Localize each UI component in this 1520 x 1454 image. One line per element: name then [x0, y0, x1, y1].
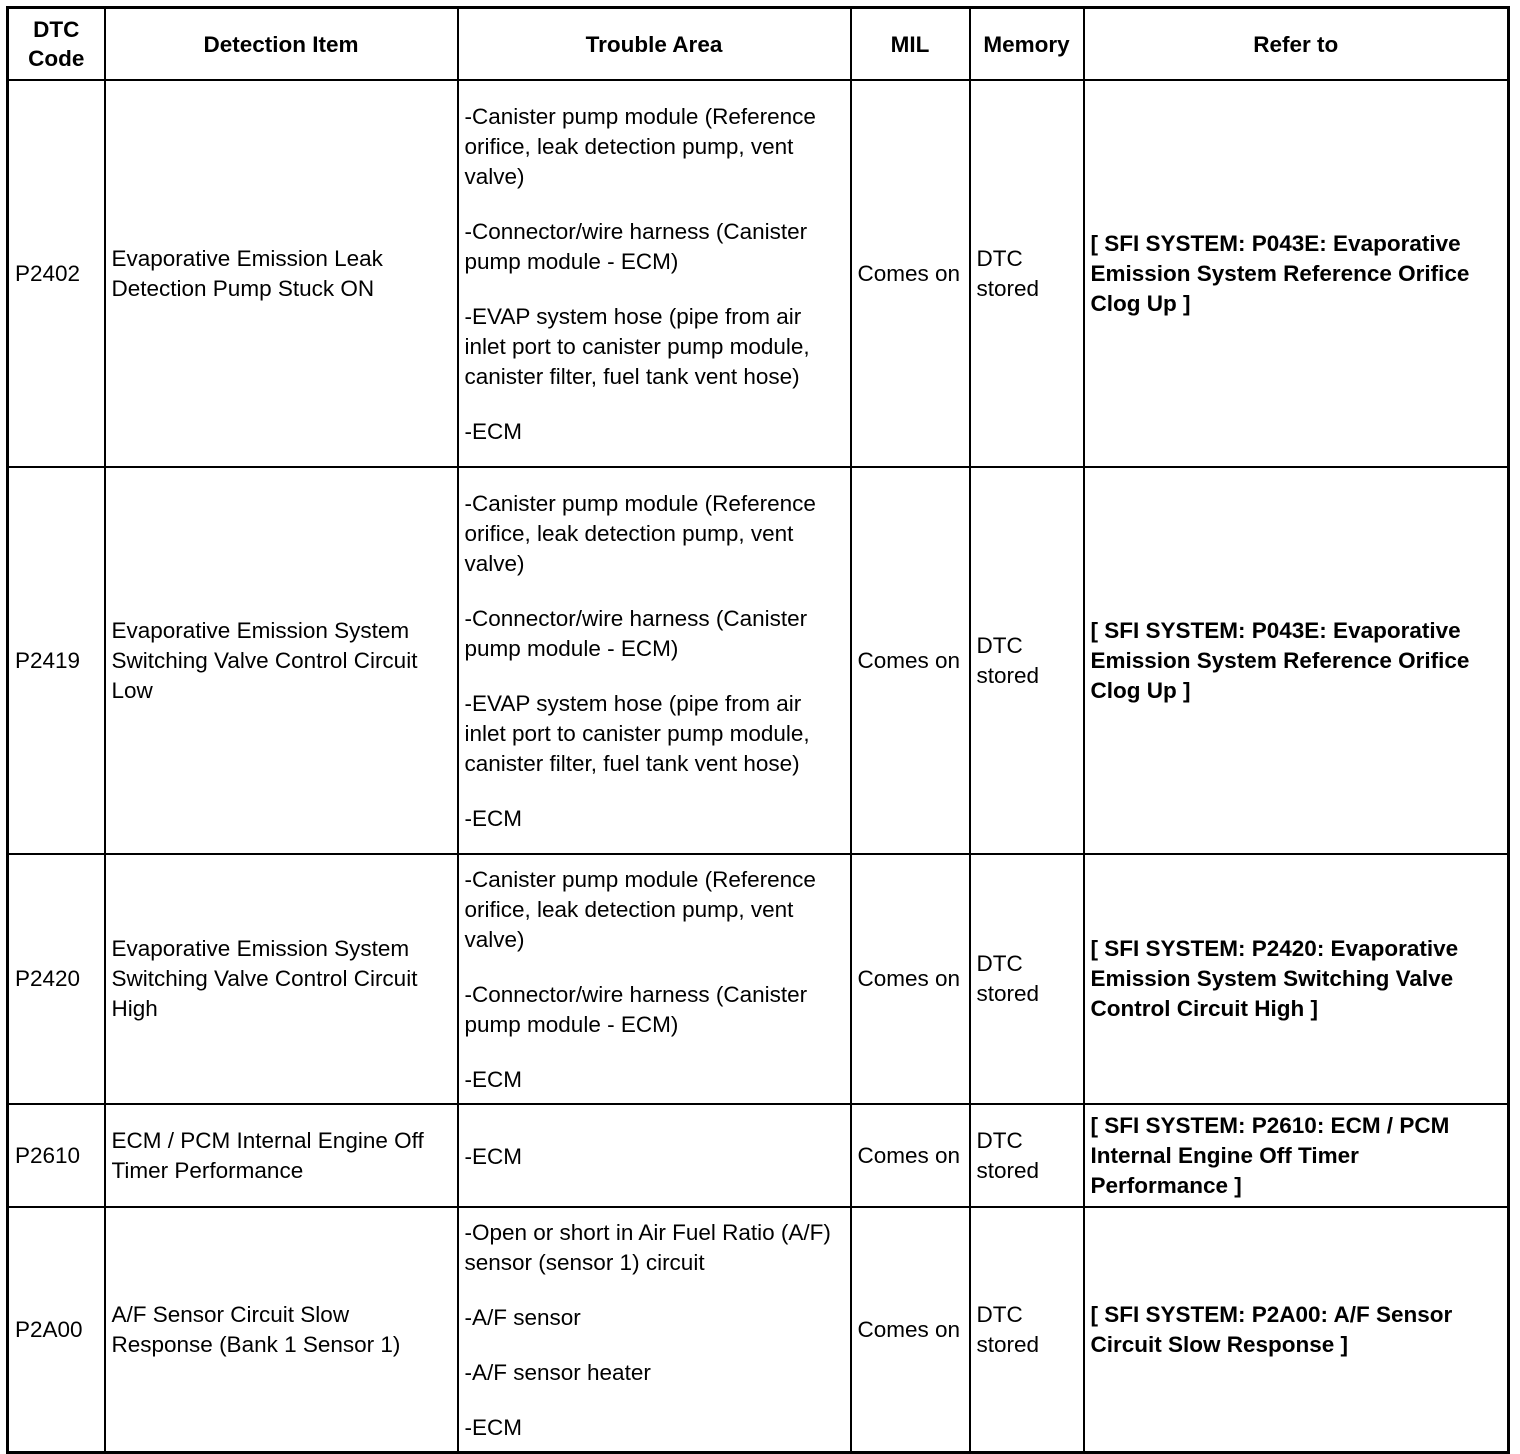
table-row	[8, 854, 1509, 1104]
table-row	[8, 80, 1509, 467]
memory-cell: DTC stored	[970, 854, 1084, 1104]
trouble-area-item: -Canister pump module (Reference orifice, leak detection pump, vent valve)	[464, 867, 816, 952]
trouble-area-item: -ECM	[464, 1143, 522, 1169]
trouble-area-item: -ECM	[464, 1415, 522, 1440]
refer-to-cell: [ SFI SYSTEM: P043E: Evaporative Emission System Reference Orifice Clog Up ]	[1084, 80, 1509, 467]
table-row	[8, 467, 1509, 854]
trouble-area-item: -ECM	[464, 419, 522, 444]
header-dtc-code	[8, 8, 105, 81]
header-refer-to: Refer to	[1084, 8, 1509, 81]
memory-cell: DTC stored	[970, 80, 1084, 467]
dtc-code-cell: P2A00	[8, 1207, 105, 1453]
header-memory: Memory	[970, 8, 1084, 81]
table-row	[8, 1207, 1509, 1453]
trouble-area-cell	[458, 1207, 851, 1453]
trouble-area-item: -Connector/wire harness (Canister pump module - ECM)	[464, 219, 808, 274]
header-dtc-code-line1: DTC	[33, 17, 80, 42]
mil-cell: Comes on	[851, 80, 970, 467]
trouble-area-item: -EVAP system hose (pipe from air inlet port to canister pump module, canister filter, fuel tank vent hose)	[464, 304, 810, 389]
dtc-code-cell: P2419	[8, 467, 105, 854]
trouble-area-cell	[458, 1104, 851, 1207]
refer-to-cell: [ SFI SYSTEM: P2A00: A/F Sensor Circuit Slow Response ]	[1084, 1207, 1509, 1453]
table-row	[8, 1104, 1509, 1207]
detection-item-cell: ECM / PCM Internal Engine Off Timer Performance	[105, 1104, 458, 1207]
trouble-area-cell	[458, 467, 851, 854]
mil-cell: Comes on	[851, 467, 970, 854]
header-dtc-code-line2: Code	[28, 46, 85, 71]
dtc-code-cell: P2420	[8, 854, 105, 1104]
trouble-area-item: -Connector/wire harness (Canister pump module - ECM)	[464, 606, 808, 661]
memory-cell: DTC stored	[970, 1207, 1084, 1453]
detection-item-cell: A/F Sensor Circuit Slow Response (Bank 1 Sensor 1)	[105, 1207, 458, 1453]
refer-to-cell: [ SFI SYSTEM: P2610: ECM / PCM Internal Engine Off Timer Performance ]	[1084, 1104, 1509, 1207]
header-row	[8, 8, 1509, 81]
trouble-area-item: -Connector/wire harness (Canister pump module - ECM)	[464, 982, 808, 1037]
mil-cell: Comes on	[851, 854, 970, 1104]
memory-cell: DTC stored	[970, 1104, 1084, 1207]
trouble-area-item: -Open or short in Air Fuel Ratio (A/F) sensor (sensor 1) circuit	[464, 1220, 831, 1275]
trouble-area-cell	[458, 854, 851, 1104]
trouble-area-item: -ECM	[464, 806, 522, 831]
trouble-area-item: -A/F sensor heater	[464, 1360, 651, 1385]
trouble-area-cell	[458, 80, 851, 467]
trouble-area-item: -A/F sensor	[464, 1305, 581, 1330]
refer-to-cell: [ SFI SYSTEM: P043E: Evaporative Emission System Reference Orifice Clog Up ]	[1084, 467, 1509, 854]
detection-item-cell: Evaporative Emission System Switching Valve Control Circuit High	[105, 854, 458, 1104]
dtc-table	[6, 6, 1510, 1454]
refer-to-cell: [ SFI SYSTEM: P2420: Evaporative Emission System Switching Valve Control Circuit High ]	[1084, 854, 1509, 1104]
header-mil: MIL	[851, 8, 970, 81]
dtc-code-cell: P2610	[8, 1104, 105, 1207]
memory-cell: DTC stored	[970, 467, 1084, 854]
detection-item-cell: Evaporative Emission System Switching Valve Control Circuit Low	[105, 467, 458, 854]
mil-cell: Comes on	[851, 1207, 970, 1453]
header-trouble-area: Trouble Area	[458, 8, 851, 81]
header-detection-item: Detection Item	[105, 8, 458, 81]
detection-item-cell: Evaporative Emission Leak Detection Pump Stuck ON	[105, 80, 458, 467]
mil-cell: Comes on	[851, 1104, 970, 1207]
trouble-area-item: -Canister pump module (Reference orifice, leak detection pump, vent valve)	[464, 491, 816, 576]
dtc-code-cell: P2402	[8, 80, 105, 467]
trouble-area-item: -ECM	[464, 1067, 522, 1092]
trouble-area-item: -EVAP system hose (pipe from air inlet port to canister pump module, canister filter, fuel tank vent hose)	[464, 691, 810, 776]
trouble-area-item: -Canister pump module (Reference orifice, leak detection pump, vent valve)	[464, 104, 816, 189]
